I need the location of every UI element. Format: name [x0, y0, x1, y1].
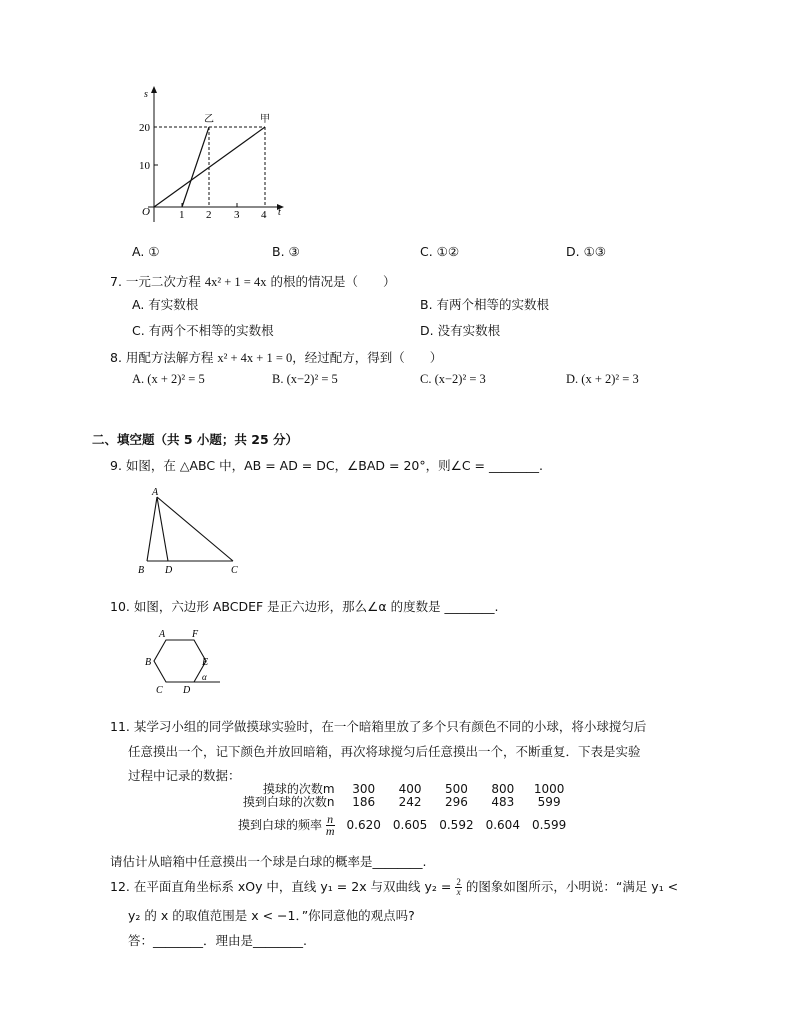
q10-label-c: C	[156, 685, 163, 696]
ytick-20: 20	[139, 122, 150, 134]
q11-question: 请估计从暗箱中任意摸出一个球是白球的概率是________.	[110, 854, 427, 869]
q10-label-a: A	[159, 629, 166, 640]
table-cell: 483	[491, 795, 515, 809]
table-row-label: 摸球的次数m	[262, 782, 335, 796]
q10-label-e: E	[202, 657, 209, 668]
distance-time-graph	[130, 82, 290, 227]
q6-option-c[interactable]: C. ①②	[420, 244, 460, 259]
q7-option-c[interactable]: C. 有两个不相等的实数根	[132, 323, 274, 338]
q12-line-1-post: 的图象如图所示，小明说：“满足 y₁ <	[461, 879, 679, 894]
table-cell: 186	[352, 795, 376, 809]
q7-option-b[interactable]: B. 有两个相等的实数根	[420, 297, 550, 312]
xtick-1: 1	[179, 209, 185, 221]
q12-line-2: y₂ 的 x 的取值范围是 x < −1．”你同意他的观点吗?	[128, 908, 415, 923]
q11-line-2: 任意摸出一个，记下颜色并放回暗箱，再次将球搅匀后任意摸出一个，不断重复．下表是实验	[128, 744, 641, 759]
q7-stem-post: 的根的情况是（ ）	[266, 274, 396, 289]
q7-option-a[interactable]: A. 有实数根	[132, 297, 199, 312]
xtick-4: 4	[261, 209, 267, 221]
q7-equation: 4x² + 1 = 4x	[204, 275, 267, 289]
q8-option-b[interactable]: B. (x−2)² = 5	[272, 372, 338, 386]
q10-label-f: F	[192, 629, 199, 640]
fraction-numerator: 2	[456, 877, 461, 887]
q9-triangle-figure	[135, 485, 250, 580]
t-axis-label: t	[278, 207, 281, 218]
origin-label: O	[142, 206, 150, 218]
q10-stem: 10. 如图，六边形 ABCDEF 是正六边形，那么∠α 的度数是 ________.	[110, 599, 499, 614]
q10-hexagon-figure	[140, 625, 230, 697]
table-cell: 1000	[533, 782, 565, 796]
table-cell: 400	[398, 782, 422, 796]
q9-stem: 9. 如图，在 △ABC 中，AB = AD = DC，∠BAD = 20°，则∠C = ________.	[110, 458, 543, 473]
table-cell: 242	[398, 795, 422, 809]
frequency-fraction	[325, 811, 335, 838]
label-jia: 甲	[260, 114, 270, 125]
xtick-3: 3	[234, 209, 240, 221]
q7-option-d[interactable]: D. 没有实数根	[420, 323, 501, 338]
table-cell: 300	[352, 782, 376, 796]
fraction-numerator: n	[327, 811, 334, 826]
q8-stem-post: ，经过配方，得到（ ）	[292, 350, 443, 365]
table-cell: 0.592	[439, 817, 474, 832]
q12-answer-line[interactable]: 答：________．理由是________.	[128, 933, 307, 948]
q12-line-1	[110, 877, 678, 897]
table-cell: 599	[537, 795, 561, 809]
q8-option-d[interactable]: D. (x + 2)² = 3	[566, 372, 639, 386]
q8-stem	[110, 348, 442, 366]
y-axis-arrow	[151, 86, 157, 93]
table-row	[232, 796, 572, 809]
q7-stem-pre: 7. 一元二次方程	[110, 274, 205, 289]
q9-label-b: B	[138, 565, 145, 576]
table-row-label	[232, 809, 341, 841]
q7-stem	[110, 272, 395, 290]
q8-equation: x² + 4x + 1 = 0	[217, 351, 293, 365]
xtick-2: 2	[206, 209, 212, 221]
q6-option-d[interactable]: D. ①③	[566, 244, 606, 259]
q12-line-1-pre: 12. 在平面直角坐标系 xOy 中，直线 y₁ = 2x 与双曲线 y₂ =	[110, 879, 456, 894]
q6-option-a[interactable]: A. ①	[132, 244, 160, 259]
fraction-denominator: x	[456, 887, 461, 897]
table-cell: 0.604	[485, 817, 520, 832]
q10-label-b: B	[145, 657, 152, 668]
q8-option-c[interactable]: C. (x−2)² = 3	[420, 372, 486, 386]
q11-data-table	[232, 783, 572, 841]
fraction-denominator: m	[325, 823, 335, 838]
ytick-10: 10	[139, 160, 150, 172]
q9-label-a: A	[152, 487, 159, 498]
table-cell: 800	[491, 782, 515, 796]
line-yi	[182, 127, 209, 207]
q11-line-1: 11. 某学习小组的同学做摸球实验时，在一个暗箱里放了多个只有颜色不同的小球，将小球搅匀后	[110, 719, 647, 734]
q10-label-alpha: α	[202, 672, 207, 682]
table-row	[232, 809, 572, 841]
table-cell: 0.605	[392, 817, 428, 832]
q9-label-d: D	[165, 565, 173, 576]
q10-label-d: D	[183, 685, 191, 696]
table-cell: 0.599	[531, 817, 567, 832]
section-2-title: 二、填空题（共 5 小题；共 25 分）	[92, 432, 299, 447]
table-cell: 296	[444, 795, 468, 809]
q8-stem-pre: 8. 用配方法解方程	[110, 350, 218, 365]
q8-option-a[interactable]: A. (x + 2)² = 5	[132, 372, 205, 386]
table-row-label: 摸到白球的次数n	[242, 795, 335, 809]
table-cell: 0.620	[346, 817, 381, 832]
q9-label-c: C	[231, 565, 238, 576]
q6-option-b[interactable]: B. ③	[272, 244, 300, 259]
table-cell: 500	[444, 782, 468, 796]
row3-label-text: 摸到白球的频率	[238, 817, 323, 832]
q11-line-3: 过程中记录的数据：	[128, 768, 241, 783]
label-yi: 乙	[204, 114, 214, 125]
s-axis-label: s	[144, 89, 148, 100]
